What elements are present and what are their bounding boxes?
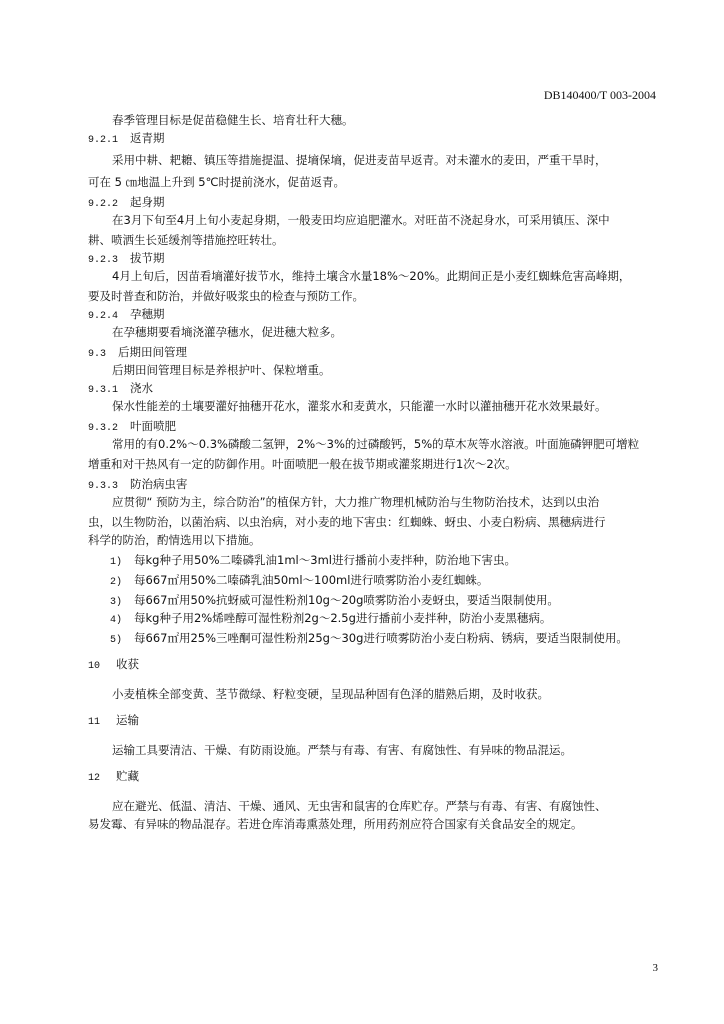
line-text: 增重和对干热风有一定的防御作用。叶面喷肥一般在拔节期或灌浆期进行1次～2次。	[88, 457, 517, 471]
clause-number: 9.2.1	[88, 135, 119, 146]
clause-number: 9.2.4	[88, 311, 119, 322]
line-text: 要及时普查和防治，并做好吸浆虫的检查与预防工作。	[88, 289, 364, 303]
paragraph-line	[112, 152, 607, 168]
line-text: 运输工具要清洁、干燥、有防雨设施。严禁与有毒、有害、有腐蚀性、有异味的物品混运。	[112, 743, 572, 757]
paragraph-line	[112, 212, 610, 228]
line-text: 每667㎡用50%抗蚜威可湿性粉剂10g～20g喷雾防治小麦蚜虫，要适当限制使用。	[134, 593, 559, 607]
line-text: 每667㎡用50%二嗪磷乳油50ml～100ml进行喷雾防治小麦红蜘蛛。	[134, 573, 489, 587]
line-text: 采用中耕、耙耱、镇压等措施提温、提墒保墒，促进麦苗早返青。对未灌水的麦田，严重干旱时，	[112, 153, 607, 167]
clause-number: 10	[88, 661, 101, 672]
clause-number: 9.3.3	[88, 481, 119, 492]
line-text: 科学的防治，酌情选用以下措施。	[88, 533, 261, 547]
paragraph-line	[88, 532, 261, 548]
paragraph-line	[112, 112, 354, 128]
paragraph-line	[88, 456, 517, 472]
line-text: 防治病虫害	[130, 477, 188, 491]
line-text: 浇水	[130, 381, 154, 395]
paragraph-line	[88, 232, 284, 248]
line-text: 孕穗期	[130, 307, 165, 321]
line-text: 易发霉、有异味的物品混存。若进仓库消毒熏蒸处理，所用药剂应符合国家有关食品安全的规定。	[88, 817, 583, 831]
line-text: 小麦植株全部变黄、茎节微绿、籽粒变硬，呈现品种固有色泽的腊熟后期，及时收获。	[112, 687, 549, 701]
clause-number: 9.3.2	[88, 423, 119, 434]
clause-number: 11	[88, 717, 101, 728]
clause-number: 3)	[110, 597, 123, 608]
line-text: 可在 5 ㎝地温上升到 5℃时提前浇水，促苗返青。	[88, 175, 346, 189]
line-text: 后期田间管理	[118, 345, 188, 359]
page-number: 3	[652, 962, 658, 974]
paragraph-line	[112, 362, 331, 378]
list-item	[110, 610, 551, 629]
document-code: DB140400/T 003-2004	[543, 88, 656, 102]
section-heading	[88, 130, 165, 149]
paragraph-line	[112, 494, 599, 510]
line-text: 虫，以生物防治，以菌治病、以虫治病，对小麦的地下害虫：红蜘蛛、蚜虫、小麦白粉病、黑穗病进行	[88, 515, 606, 529]
paragraph-line	[112, 324, 342, 340]
paragraph-line	[112, 798, 607, 814]
list-item	[110, 630, 628, 649]
paragraph-line	[112, 686, 549, 702]
paragraph-line	[112, 268, 630, 284]
paragraph-line	[88, 174, 345, 190]
paragraph-line	[88, 514, 606, 530]
line-text: 在孕穗期要看墒浇灌孕穗水，促进穗大粒多。	[112, 325, 342, 339]
line-text: 运输	[116, 713, 140, 727]
line-text: 起身期	[130, 195, 165, 209]
list-item	[110, 572, 488, 591]
line-text: 常用的有0.2%～0.3%磷酸二氢钾，2%～3%的过磷酸钙，5%的草木灰等水溶液。叶面施磷钾肥可增粒	[112, 437, 640, 451]
paragraph-line	[88, 288, 364, 304]
clause-number: 9.2.2	[88, 199, 119, 210]
line-text: 后期田间管理目标是养根护叶、保粒增重。	[112, 363, 331, 377]
line-text: 应贯彻“ 预防为主，综合防治”的植保方针，大力推广物理机械防治与生物防治技术，达到以虫治	[112, 495, 600, 509]
section-heading	[88, 306, 165, 325]
section-heading	[88, 344, 187, 363]
line-text: 每kg种子用50%二嗪磷乳油1ml～3ml进行播前小麦拌种，防治地下害虫。	[134, 553, 516, 567]
line-text: 在3月下旬至4月上旬小麦起身期，一般麦田均应追肥灌水。对旺苗不浇起身水，可采用镇压、深中	[112, 213, 610, 227]
line-text: 返青期	[130, 131, 165, 145]
clause-number: 12	[88, 773, 101, 784]
line-text: 叶面喷肥	[130, 419, 177, 433]
section-heading	[88, 712, 139, 731]
line-text: 贮藏	[116, 769, 140, 783]
line-text: 应在避光、低温、清洁、干燥、通风、无虫害和鼠害的仓库贮存。严禁与有毒、有害、有腐蚀性、	[112, 799, 607, 813]
paragraph-line	[112, 436, 639, 452]
section-heading	[88, 476, 188, 495]
section-heading	[88, 768, 139, 787]
line-text: 每kg种子用2%烯唑醇可湿性粉剂2g～2.5g进行播前小麦拌种，防治小麦黑穗病。	[134, 611, 552, 625]
line-text: 保水性能差的土壤要灌好抽穗开花水，灌浆水和麦黄水，只能灌一水时以灌抽穗开花水效果最好。	[112, 399, 607, 413]
paragraph-line	[88, 816, 583, 832]
clause-number: 9.3	[88, 349, 107, 360]
paragraph-line	[112, 742, 572, 758]
section-heading	[88, 656, 139, 675]
line-text: 耕、喷洒生长延缓剂等措施控旺转壮。	[88, 233, 284, 247]
paragraph-line	[112, 398, 607, 414]
clause-number: 2)	[110, 577, 123, 588]
list-item	[110, 552, 516, 571]
section-heading	[88, 250, 165, 269]
clause-number: 4)	[110, 615, 123, 626]
clause-number: 5)	[110, 635, 123, 646]
line-text: 拔节期	[130, 251, 165, 265]
line-text: 收获	[116, 657, 140, 671]
clause-number: 1)	[110, 557, 123, 568]
line-text: 春季管理目标是促苗稳健生长、培育壮秆大穗。	[112, 113, 354, 127]
section-heading	[88, 194, 165, 213]
clause-number: 9.3.1	[88, 385, 119, 396]
section-heading	[88, 380, 153, 399]
line-text: 4月上旬后，因苗看墒灌好拔节水，维持土壤含水量18%～20%。此期间正是小麦红蜘蛛危害高峰期，	[112, 269, 631, 283]
clause-number: 9.2.3	[88, 255, 119, 266]
section-heading	[88, 418, 176, 437]
list-item	[110, 592, 559, 611]
line-text: 每667㎡用25%三唑酮可湿性粉剂25g～30g进行喷雾防治小麦白粉病、锈病，要适当限制使用。	[134, 631, 628, 645]
